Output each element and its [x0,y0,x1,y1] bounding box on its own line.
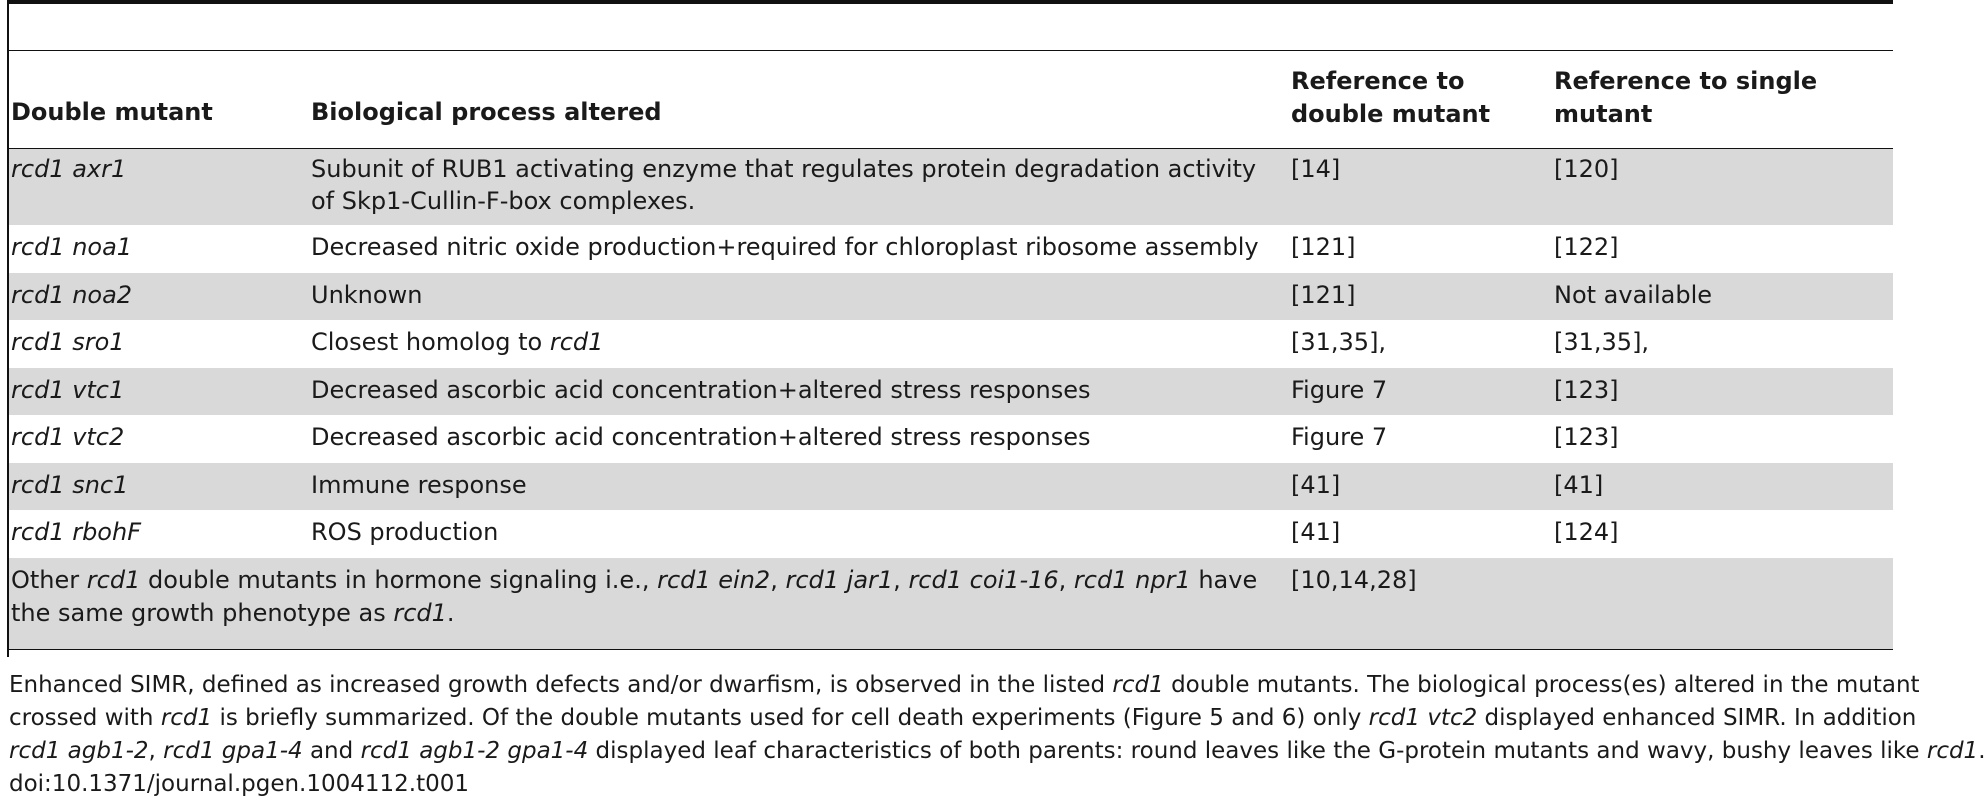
header-ref-single-line2: mutant [1554,100,1653,128]
cell-ref-double: [31,35], [1291,328,1387,356]
table-row-other-double-mutants [9,558,1893,649]
cell-ref-single: [122] [1554,233,1619,261]
cell-process: Decreased nitric oxide production+required for chloroplast ribosome assembly [311,233,1259,261]
header-double-mutant: Double mutant [11,98,213,126]
gene-name: rcd1 agb1-2 [9,738,149,764]
table-row [9,463,1893,510]
table-row [9,510,1893,558]
table-footnote [9,669,1986,801]
text-run: double mutants. The biological process(es) altered in the mutant [1163,672,1920,698]
gene-name: rcd1 [86,566,141,594]
cell-process-line2: of Skp1-Cullin-F-box complexes. [311,187,696,215]
cell-ref-double: Figure 7 [1291,376,1388,404]
text-run: is briefly summarized. Of the double mutants used for cell death experiments (Figure 5 and 6) only [212,705,1369,731]
text-run: , [893,566,909,594]
cell-ref-double: [41] [1291,471,1341,499]
gene-name: rcd1 ein2 [657,566,771,594]
doi-link[interactable]: doi:10.1371/journal.pgen.1004112.t001 [9,771,470,797]
cell-process: Immune response [311,471,527,499]
table-row [9,415,1893,463]
text-run: and [302,738,361,764]
cell-double-mutant: rcd1 vtc2 [11,423,125,451]
table-row [9,225,1893,273]
text-run: displayed leaf characteristics of both parents: round leaves like the G-protein mutants and wavy, bushy leaves like [588,738,1927,764]
gene-name: rcd1 [1112,672,1164,698]
cell-other-line2 [11,597,455,630]
table-bottom-rule [9,649,1893,650]
cell-process: ROS production [311,518,499,546]
text-run: . [1978,738,1986,764]
text-run: . [446,599,455,627]
cell-ref-double: Figure 7 [1291,423,1388,451]
gene-name: rcd1 vtc2 [1368,705,1478,731]
gene-name: rcd1 gpa1-4 [163,738,303,764]
cell-ref-single: [123] [1554,376,1619,404]
cell-double-mutant: rcd1 vtc1 [11,376,125,404]
cell-ref-double: [14] [1291,155,1341,183]
cell-ref-single: [120] [1554,155,1619,183]
text-run: crossed with [9,705,161,731]
header-ref-double-line1: Reference to [1291,67,1465,95]
table-row [9,149,1893,225]
cell-process-gene: rcd1 [549,328,604,356]
footnote-line3 [9,735,1986,768]
cell-process: Unknown [311,281,423,309]
gene-name: rcd1 [1926,738,1979,764]
gene-name: rcd1 jar1 [785,566,894,594]
cell-process: Decreased ascorbic acid concentration+altered stress responses [311,423,1091,451]
cell-double-mutant: rcd1 noa2 [11,281,133,309]
cell-ref-single: [31,35], [1554,328,1650,356]
table-row [9,273,1893,320]
cell-double-mutant: rcd1 noa1 [11,233,133,261]
cell-ref-double: [121] [1291,233,1356,261]
cell-double-mutant: rcd1 axr1 [11,155,127,183]
footnote-line2 [9,702,1917,735]
header-ref-single-line1: Reference to single [1554,67,1818,95]
gene-name: rcd1 agb1-2 gpa1-4 [360,738,589,764]
cell-ref-double: [41] [1291,518,1341,546]
table-header [9,51,1893,148]
text-run: Enhanced SIMR, defined as increased growth defects and/or dwarfism, is observed in the listed [9,672,1113,698]
cell-ref-single: [123] [1554,423,1619,451]
gene-name: rcd1 npr1 [1073,566,1191,594]
cell-process-line1: Subunit of RUB1 activating enzyme that regulates protein degradation activity [311,155,1257,183]
cell-process-text: Closest homolog to [311,328,550,356]
footnote-line1 [9,669,1920,702]
cell-double-mutant: rcd1 snc1 [11,471,129,499]
cell-ref-double: [121] [1291,281,1356,309]
cell-double-mutant: rcd1 sro1 [11,328,125,356]
text-run: , [148,738,164,764]
cell-ref-single: [124] [1554,518,1619,546]
cell-process: Decreased ascorbic acid concentration+altered stress responses [311,376,1091,404]
cell-double-mutant: rcd1 rbohF [11,518,141,546]
cell-ref-single: [41] [1554,471,1604,499]
gene-name: rcd1 [393,599,447,627]
table-row [9,320,1893,368]
text-run: displayed enhanced SIMR. In addition [1477,705,1917,731]
text-run: double mutants in hormone signaling i.e., [140,566,658,594]
table-row [9,368,1893,415]
gene-name: rcd1 coi1-16 [908,566,1059,594]
cell-ref-double: [10,14,28] [1291,566,1417,594]
text-run: , [1058,566,1074,594]
text-run: Other [11,566,87,594]
cell-ref-single: Not available [1554,281,1713,309]
text-run: the same growth phenotype as [11,599,394,627]
text-run: , [770,566,786,594]
text-run: have [1190,566,1258,594]
cell-process [311,326,1241,359]
header-ref-double-line2: double mutant [1291,100,1491,128]
cell-other-line1 [11,564,1257,597]
table-top-rule [7,0,1893,4]
gene-name: rcd1 [160,705,213,731]
header-biological-process: Biological process altered [311,98,662,126]
